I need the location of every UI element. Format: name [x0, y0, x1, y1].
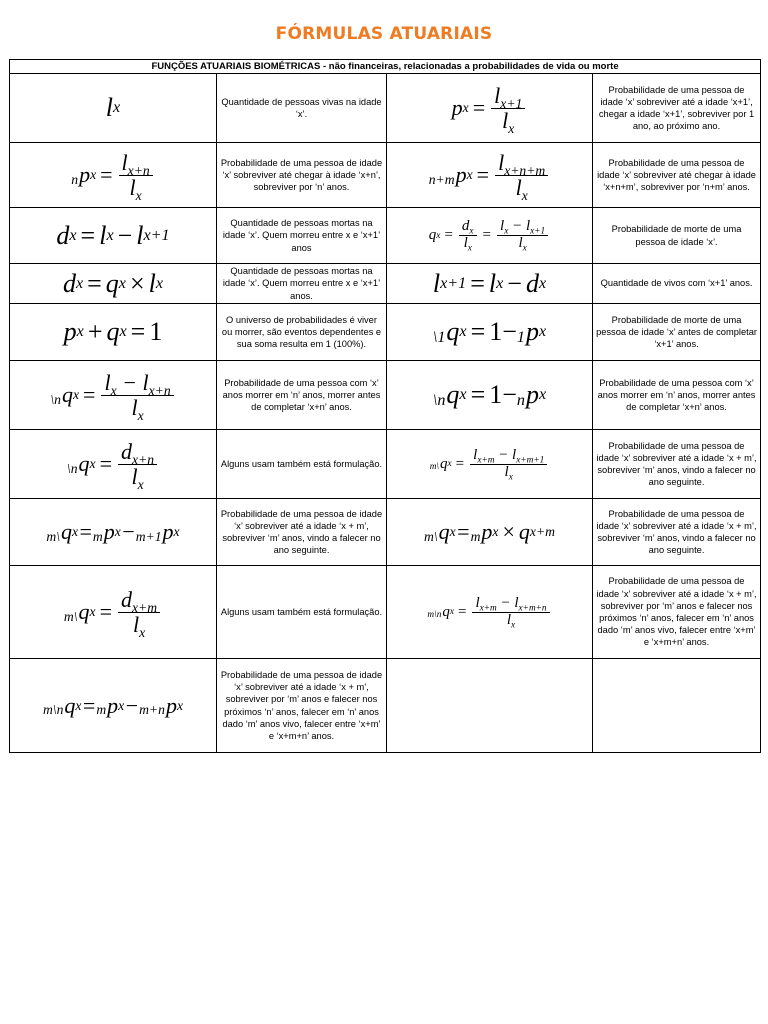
- formula-px-plus-qx: p x + q x = 1: [10, 304, 217, 361]
- formulas-table: [9, 59, 761, 753]
- description-qx: Probabilidade de morte de uma pessoa de idade ‘x’.: [593, 208, 761, 264]
- page-title: FÓRMULAS ATUARIAIS: [275, 24, 493, 44]
- formula-px: p x = $\frac{l_{x+1}}{l_x}$: [387, 74, 593, 143]
- formula-nqx-l: \n q x = $\frac{l_x - l_{x+n}}{l_x}$: [10, 361, 217, 430]
- description-mqx-pq: Probabilidade de uma pessoa de idade ‘x’ sobreviver até a idade ‘x + m’, sobreviver ‘m’ anos, vindo a falecer no ano seguinte.: [593, 499, 761, 566]
- description-nqx-d: Alguns usam também está formulação.: [217, 430, 387, 499]
- formula-mnqx-l: m\n q x = $\frac{l_{x+m} - l_{x+m+n}}{l_x}$: [387, 566, 593, 659]
- description-npx: Probabilidade de uma pessoa de idade ‘x’ sobreviver até chegar à idade ‘x+n’, sobreviver por ‘n’ anos.: [217, 143, 387, 208]
- description-1qx: Probabilidade de morte de uma pessoa de idade ‘x’ antes de completar ‘x+1’ anos.: [593, 304, 761, 361]
- formula-mqx-pq: m\ q x = m p x × q x+m: [387, 499, 593, 566]
- description-dx: Quantidade de pessoas mortas na idade ‘x’. Quem morreu entre x e ‘x+1’ anos: [217, 208, 387, 264]
- formula-lx: l x: [10, 74, 217, 143]
- table-row: [10, 566, 761, 659]
- formula-npx: n p x = $\frac{l_{x+n}}{l_x}$: [10, 143, 217, 208]
- formula-nqx-p: \n q x = 1− n p x: [387, 361, 593, 430]
- description-mqx-d: Alguns usam também está formulação.: [217, 566, 387, 659]
- formula-mnqx-p: m\n q x = m p x − m+n p x: [10, 659, 217, 753]
- table-header-row: [10, 60, 761, 74]
- formula-mqx-p: m\ q x = m p x − m+1 p x: [10, 499, 217, 566]
- description-mqx-p: Probabilidade de uma pessoa de idade ‘x’ sobreviver até a idade ‘x + m’, sobreviver ‘m’ anos, vindo a falecer no ano seguinte.: [217, 499, 387, 566]
- formula-nqx-d: \n q x = $\frac{d_{x+n}}{l_x}$: [10, 430, 217, 499]
- formula-qx: q x = $\frac{d_x}{l_x}$ = $\frac{l_x - l_{x+1}}{l_x}$: [387, 208, 593, 264]
- formula-dx: d x = l x − l x+1: [10, 208, 217, 264]
- formula-lx1: l x+1 = l x − d x: [387, 264, 593, 304]
- table-header: FUNÇÕES ATUARIAIS BIOMÉTRICAS - não financeiras, relacionadas a probabilidades de vida ou morte: [10, 60, 761, 74]
- table-row: [10, 74, 761, 143]
- description-dx-qx: Quantidade de pessoas mortas na idade ‘x’. Quem morreu entre x e ‘x+1’ anos.: [217, 264, 387, 304]
- description-px: Probabilidade de uma pessoa de idade ‘x’ sobreviver até a idade ‘x+1’, chegar a idade ‘x+1’, sobreviver por 1 ano, ao próximo ano.: [593, 74, 761, 143]
- formula-nmpx: n+m p x = $\frac{l_{x+n+m}}{l_x}$: [387, 143, 593, 208]
- empty-cell: [593, 659, 761, 753]
- description-mnqx-l: Probabilidade de uma pessoa de idade ‘x’ sobreviver até a idade ‘x + m’, sobreviver por ‘m’ anos e falecer nos próximos ‘n’ anos, falecer em ‘n’ anos dado ‘m’ anos vivo, falecer entre ‘x+m’ e ‘x+m+n’ anos.: [593, 566, 761, 659]
- description-px-plus-qx: O universo de probabilidades é viver ou morrer, são eventos dependentes e sua soma resulta em 1 (100%).: [217, 304, 387, 361]
- table-row: [10, 430, 761, 499]
- empty-cell: [387, 659, 593, 753]
- formula-dx-qx: d x = q x × l x: [10, 264, 217, 304]
- description-nqx-p: Probabilidade de uma pessoa com ‘x’ anos morrer em ‘n’ anos, morrer antes de completar ‘x+n’ anos.: [593, 361, 761, 430]
- formula-mqx-l: m\ q x = $\frac{l_{x+m} - l_{x+m+1}}{l_x}$: [387, 430, 593, 499]
- description-nqx-l: Probabilidade de uma pessoa com ‘x’ anos morrer em ‘n’ anos, morrer antes de completar ‘x+n’ anos.: [217, 361, 387, 430]
- table-row: [10, 264, 761, 304]
- formula-mqx-d: m\ q x = $\frac{d_{x+m}}{l_x}$: [10, 566, 217, 659]
- description-lx: Quantidade de pessoas vivas na idade ‘x’.: [217, 74, 387, 143]
- description-nmpx: Probabilidade de uma pessoa de idade ‘x’ sobreviver até chegar à idade ‘x+n+m’, sobreviver por ‘n+m’ anos.: [593, 143, 761, 208]
- table-row: [10, 208, 761, 264]
- description-lx1: Quantidade de vivos com ‘x+1’ anos.: [593, 264, 761, 304]
- table-row: [10, 304, 761, 361]
- table-row: [10, 143, 761, 208]
- table-row: [10, 499, 761, 566]
- table-row: [10, 659, 761, 753]
- description-mnqx-p: Probabilidade de uma pessoa de idade ‘x’ sobreviver até a idade ‘x + m’, sobreviver por ‘m’ anos e falecer nos próximos ‘n’ anos, falecer em ‘n’ anos dado ‘m’ anos vivo, falecer entre ‘x+m’ e ‘x+m+n’ anos.: [217, 659, 387, 753]
- formula-1qx: \1 q x = 1− 1 p x: [387, 304, 593, 361]
- table-row: [10, 361, 761, 430]
- description-mqx-l: Probabilidade de uma pessoa de idade ‘x’ sobreviver até a idade ‘x + m’, sobreviver ‘m’ anos, vindo a falecer no ano seguinte.: [593, 430, 761, 499]
